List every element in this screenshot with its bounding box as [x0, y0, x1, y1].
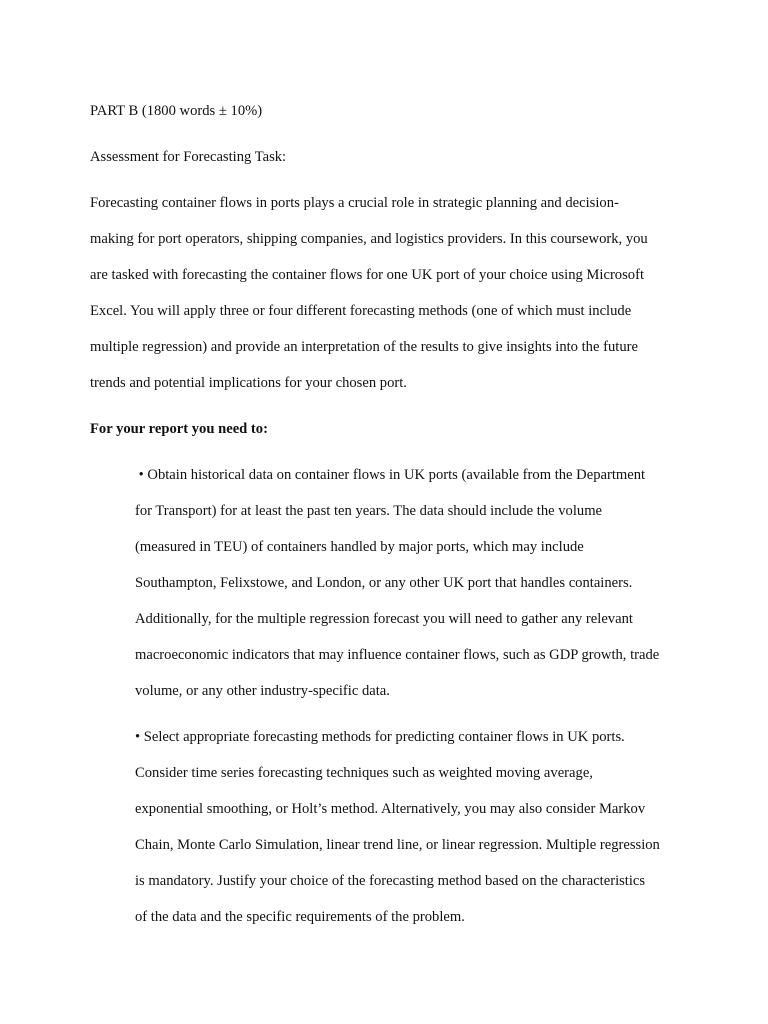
intro-line: Excel. You will apply three or four different forecasting methods (one of which must include: [90, 303, 632, 319]
bullet-line: • Obtain historical data on container flows in UK ports (available from the Department: [135, 467, 646, 483]
bullet-line: is mandatory. Justify your choice of the forecasting method based on the characteristics: [135, 873, 646, 889]
part-title: PART B (1800 words ± 10%): [90, 103, 263, 119]
bullet-line: macroeconomic indicators that may influence container flows, such as GDP growth, trade: [135, 647, 660, 663]
assessment-title: Assessment for Forecasting Task:: [90, 149, 287, 165]
bullet-line: (measured in TEU) of containers handled by major ports, which may include: [135, 539, 584, 555]
intro-line: multiple regression) and provide an interpretation of the results to give insights into the future: [90, 339, 638, 355]
bullet-line: Additionally, for the multiple regression forecast you will need to gather any relevant: [135, 611, 633, 627]
intro-line: making for port operators, shipping companies, and logistics providers. In this coursework, you: [90, 231, 648, 247]
bullet-item-method-selection: [135, 719, 690, 935]
intro-line: trends and potential implications for your chosen port.: [90, 375, 407, 391]
bullet-line: • Select appropriate forecasting methods for predicting container flows in UK ports.: [135, 729, 625, 745]
bullet-line: Southampton, Felixstowe, and London, or any other UK port that handles containers.: [135, 575, 633, 591]
bullet-line: of the data and the specific requirements of the problem.: [135, 909, 465, 925]
intro-paragraph: [90, 185, 690, 401]
intro-line: are tasked with forecasting the container flows for one UK port of your choice using Microsoft: [90, 267, 644, 283]
bullet-line: Consider time series forecasting techniques such as weighted moving average,: [135, 765, 593, 781]
bullet-line: exponential smoothing, or Holt’s method. Alternatively, you may also consider Markov: [135, 801, 646, 817]
bullet-line: Chain, Monte Carlo Simulation, linear trend line, or linear regression. Multiple regression: [135, 837, 660, 853]
document-body: [90, 93, 690, 945]
bullet-line: for Transport) for at least the past ten years. The data should include the volume: [135, 503, 603, 519]
report-heading: For your report you need to:: [90, 421, 268, 437]
intro-line: Forecasting container flows in ports plays a crucial role in strategic planning and decision-: [90, 195, 619, 211]
bullet-item-data-collection: [135, 457, 690, 709]
bullet-line: volume, or any other industry-specific data.: [135, 683, 390, 699]
